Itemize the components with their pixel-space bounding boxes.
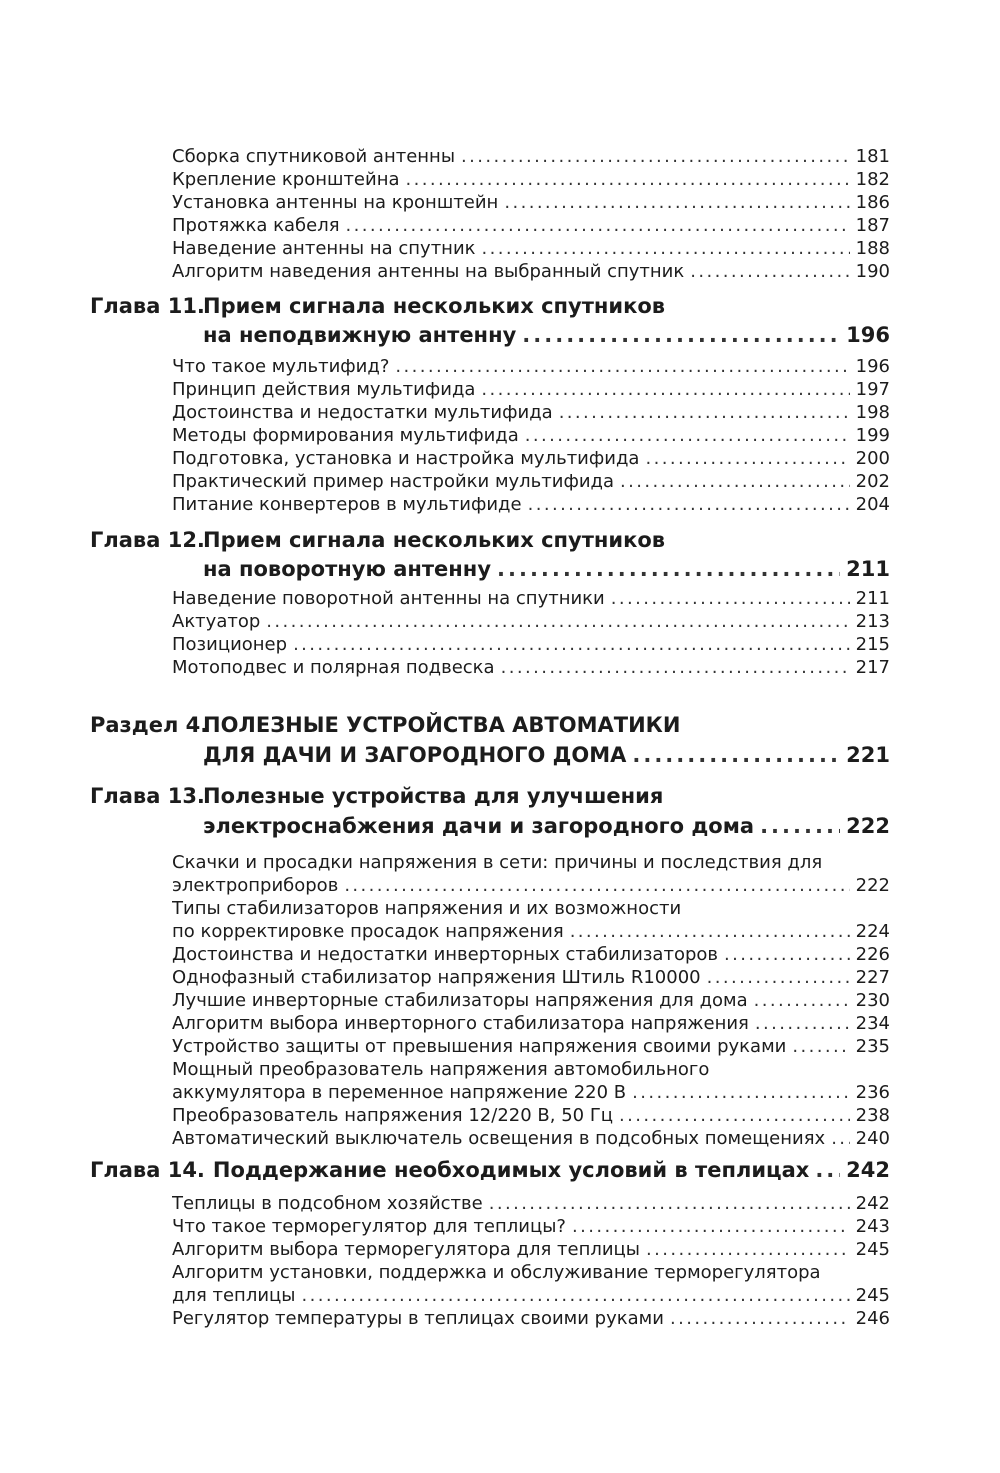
toc-entry-page-number: 188	[855, 238, 890, 259]
dot-leader	[461, 145, 850, 168]
dot-leader	[611, 587, 850, 610]
heading-line-with-page[interactable]	[203, 555, 890, 583]
heading-page-number: 221	[846, 743, 890, 767]
toc-entry[interactable]	[172, 191, 890, 214]
toc-entry[interactable]	[172, 920, 890, 943]
dot-leader	[346, 214, 850, 237]
heading-label: Глава 11.	[90, 294, 205, 318]
heading-title-line1: Полезные устройства для улучшения	[203, 784, 664, 808]
dot-leader	[489, 1192, 850, 1215]
toc-entry-first-line	[172, 1058, 890, 1081]
toc-entry-page-number: 227	[855, 967, 890, 988]
toc-entry[interactable]	[172, 470, 890, 493]
toc-entry[interactable]	[172, 610, 890, 633]
toc-entry-page-number: 235	[855, 1036, 890, 1057]
dot-leader	[302, 1284, 850, 1307]
dot-leader	[481, 378, 849, 401]
toc-entry-page-number: 243	[855, 1216, 890, 1237]
toc-entry[interactable]	[172, 237, 890, 260]
toc-entry-title: Актуатор	[172, 611, 261, 632]
toc-entry-title: Методы формирования мультифида	[172, 425, 519, 446]
heading-label: Глава 13.	[90, 784, 205, 808]
heading-label: Раздел 4.	[90, 713, 209, 737]
toc-entry-first-line	[172, 1261, 890, 1284]
dot-leader	[528, 493, 850, 516]
dot-leader	[632, 1081, 850, 1104]
heading-page-number: 242	[846, 1158, 890, 1182]
heading-title-line1: ПОЛЕЗНЫЕ УСТРОЙСТВА АВТОМАТИКИ	[203, 713, 681, 737]
dot-leader	[559, 401, 850, 424]
heading-line	[90, 292, 890, 320]
dot-leader	[395, 355, 849, 378]
dot-leader	[619, 1104, 850, 1127]
toc-entry[interactable]	[172, 145, 890, 168]
toc-entry-page-number: 198	[855, 402, 890, 423]
dot-leader	[344, 874, 849, 897]
heading-label: Глава 12.	[90, 528, 205, 552]
toc-entry-title: Питание конвертеров в мультифиде	[172, 494, 522, 515]
toc-entry-title: Протяжка кабеля	[172, 215, 340, 236]
toc-entry-page-number: 226	[855, 944, 890, 965]
toc-entry[interactable]	[172, 447, 890, 470]
toc-entry[interactable]	[172, 1012, 890, 1035]
dot-leader	[266, 610, 849, 633]
toc-entry[interactable]	[172, 1307, 890, 1330]
toc-entry-title: аккумулятора в переменное напряжение 220 В	[172, 1082, 627, 1103]
toc-entry-page-number: 242	[855, 1193, 890, 1214]
toc-entry-title: Наведение антенны на спутник	[172, 238, 476, 259]
toc-entry-title: Наведение поворотной антенны на спутники	[172, 588, 605, 609]
toc-entry[interactable]	[172, 401, 890, 424]
toc-entry-title: Автоматический выключатель освещения в подсобных помещениях	[172, 1128, 826, 1149]
toc-entry-title: по корректировке просадок напряжения	[172, 921, 564, 942]
toc-entry-title: Регулятор температуры в теплицах своими руками	[172, 1308, 664, 1329]
toc-entry-page-number: 187	[855, 215, 890, 236]
heading-title-line2: ДЛЯ ДАЧИ И ЗАГОРОДНОГО ДОМА	[203, 743, 627, 767]
toc-entry[interactable]	[172, 260, 890, 283]
toc-entry[interactable]	[172, 656, 890, 679]
toc-entry-page-number: 238	[855, 1105, 890, 1126]
toc-entry-title: Позиционер	[172, 634, 288, 655]
heading-line	[90, 526, 890, 554]
toc-entry-page-number: 234	[855, 1013, 890, 1034]
dot-leader	[646, 1238, 850, 1261]
toc-entry-page-number: 186	[855, 192, 890, 213]
dot-leader	[755, 1012, 850, 1035]
toc-entry[interactable]	[172, 989, 890, 1012]
toc-entry-page-number: 240	[855, 1128, 890, 1149]
toc-entry-title: Крепление кронштейна	[172, 169, 400, 190]
toc-entry-title: Устройство защиты от превышения напряжения своими руками	[172, 1036, 787, 1057]
dot-leader	[293, 633, 850, 656]
toc-entry[interactable]	[172, 1284, 890, 1307]
toc-entry[interactable]	[172, 493, 890, 516]
dot-leader	[570, 920, 850, 943]
toc-entry-page-number: 211	[855, 588, 890, 609]
toc-entry-title: Достоинства и недостатки мультифида	[172, 402, 553, 423]
dot-leader	[754, 989, 850, 1012]
toc-entry-page-number: 199	[855, 425, 890, 446]
toc-entry-title: Теплицы в подсобном хозяйстве	[172, 1193, 483, 1214]
toc-entry-page-number: 202	[855, 471, 890, 492]
toc-entry-title: Однофазный стабилизатор напряжения Штиль R10000	[172, 967, 701, 988]
toc-entry[interactable]	[172, 943, 890, 966]
dot-leader	[525, 424, 850, 447]
heading-line-with-page[interactable]	[203, 812, 890, 840]
dot-leader	[792, 1035, 849, 1058]
toc-entry[interactable]	[172, 214, 890, 237]
toc-entry-title-part: Типы стабилизаторов напряжения и их возможности	[172, 898, 682, 919]
toc-entry[interactable]	[172, 1192, 890, 1215]
toc-entry-title: Алгоритм выбора терморегулятора для теплицы	[172, 1239, 640, 1260]
heading-title-line1: Прием сигнала нескольких спутников	[203, 528, 666, 552]
toc-entry[interactable]	[172, 1215, 890, 1238]
toc-entry[interactable]	[172, 587, 890, 610]
toc-entry-title: Установка антенны на кронштейн	[172, 192, 499, 213]
toc-entry-title-part: Мощный преобразователь напряжения автомобильного	[172, 1059, 710, 1080]
toc-entry-title: Что такое терморегулятор для теплицы?	[172, 1216, 566, 1237]
toc-entry-page-number: 182	[855, 169, 890, 190]
toc-entry-page-number: 204	[855, 494, 890, 515]
dot-leader	[707, 966, 850, 989]
dot-leader	[522, 321, 840, 349]
toc-entry-title: Что такое мультифид?	[172, 356, 390, 377]
heading-line	[90, 782, 890, 810]
dot-leader	[497, 555, 840, 583]
dot-leader	[406, 168, 850, 191]
heading-line-with-page[interactable]	[203, 321, 890, 349]
heading-title-line1: Прием сигнала нескольких спутников	[203, 294, 666, 318]
dot-leader	[831, 1127, 849, 1150]
dot-leader	[632, 741, 840, 769]
heading-page-number: 196	[846, 323, 890, 347]
toc-entry-page-number: 230	[855, 990, 890, 1011]
toc-entry-page-number: 190	[855, 261, 890, 282]
dot-leader	[815, 1156, 840, 1184]
toc-entry[interactable]	[172, 874, 890, 897]
toc-entry-page-number: 197	[855, 379, 890, 400]
toc-entry-title: Алгоритм выбора инверторного стабилизатора напряжения	[172, 1013, 749, 1034]
toc-entry[interactable]	[172, 424, 890, 447]
toc-entry-first-line	[172, 851, 890, 874]
toc-entry-page-number: 224	[855, 921, 890, 942]
toc-entry-page-number: 245	[855, 1239, 890, 1260]
toc-entry-title: Подготовка, установка и настройка мультифида	[172, 448, 640, 469]
dot-leader	[482, 237, 850, 260]
toc-entry-title: Алгоритм наведения антенны на выбранный спутник	[172, 261, 685, 282]
toc-entry-title: Сборка спутниковой антенны	[172, 146, 456, 167]
dot-leader	[504, 191, 849, 214]
toc-entry[interactable]	[172, 1127, 890, 1150]
heading-label: Глава 14.	[90, 1158, 205, 1182]
toc-entry-first-line	[172, 897, 890, 920]
toc-entry[interactable]	[172, 168, 890, 191]
toc-entry-page-number: 217	[855, 657, 890, 678]
dot-leader	[645, 447, 849, 470]
toc-entry-page-number: 222	[855, 875, 890, 896]
dot-leader	[670, 1307, 850, 1330]
toc-entry-title-part: Скачки и просадки напряжения в сети: причины и последствия для	[172, 852, 823, 873]
toc-entry-title: Достоинства и недостатки инверторных стабилизаторов	[172, 944, 719, 965]
toc-entry-title: для теплицы	[172, 1285, 296, 1306]
heading-page-number: 211	[846, 557, 890, 581]
heading-title-line2: электроснабжения дачи и загородного дома	[203, 814, 755, 838]
dot-leader	[572, 1215, 850, 1238]
heading-line-with-page[interactable]	[90, 1156, 890, 1184]
dot-leader	[724, 943, 850, 966]
heading-line-with-page[interactable]	[203, 741, 890, 769]
toc-entry[interactable]	[172, 378, 890, 401]
dot-leader	[760, 812, 840, 840]
dot-leader	[620, 470, 850, 493]
toc-entry-title: Принцип действия мультифида	[172, 379, 476, 400]
heading-title: Поддержание необходимых условий в теплицах	[212, 1158, 810, 1182]
heading-title-line2: на поворотную антенну	[203, 557, 492, 581]
toc-entry[interactable]	[172, 1104, 890, 1127]
toc-entry-page-number: 246	[855, 1308, 890, 1329]
toc-entry-page-number: 181	[855, 146, 890, 167]
toc-entry-title: Преобразователь напряжения 12/220 В, 50 Гц	[172, 1105, 614, 1126]
toc-entry[interactable]	[172, 966, 890, 989]
toc-entry-title-part: Алгоритм установки, поддержка и обслуживание терморегулятора	[172, 1262, 821, 1283]
toc-entry-page-number: 245	[855, 1285, 890, 1306]
toc-entry-title: Практический пример настройки мультифида	[172, 471, 615, 492]
toc-entry-title: Мотоподвес и полярная подвеска	[172, 657, 495, 678]
dot-leader	[690, 260, 849, 283]
heading-title-line2: на неподвижную антенну	[203, 323, 517, 347]
toc-entry-page-number: 200	[855, 448, 890, 469]
toc-entry-title: электроприборов	[172, 875, 339, 896]
toc-entry-page-number: 215	[855, 634, 890, 655]
heading-line	[90, 711, 890, 739]
dot-leader	[501, 656, 850, 679]
toc-entry[interactable]	[172, 355, 890, 378]
toc-entry-page-number: 213	[855, 611, 890, 632]
toc-entry-page-number: 236	[855, 1082, 890, 1103]
toc-entry-page-number: 196	[855, 356, 890, 377]
toc-entry-title: Лучшие инверторные стабилизаторы напряжения для дома	[172, 990, 748, 1011]
toc-entry[interactable]	[172, 1081, 890, 1104]
toc-entry[interactable]	[172, 1238, 890, 1261]
toc-entry[interactable]	[172, 1035, 890, 1058]
toc-entry[interactable]	[172, 633, 890, 656]
heading-page-number: 222	[846, 814, 890, 838]
